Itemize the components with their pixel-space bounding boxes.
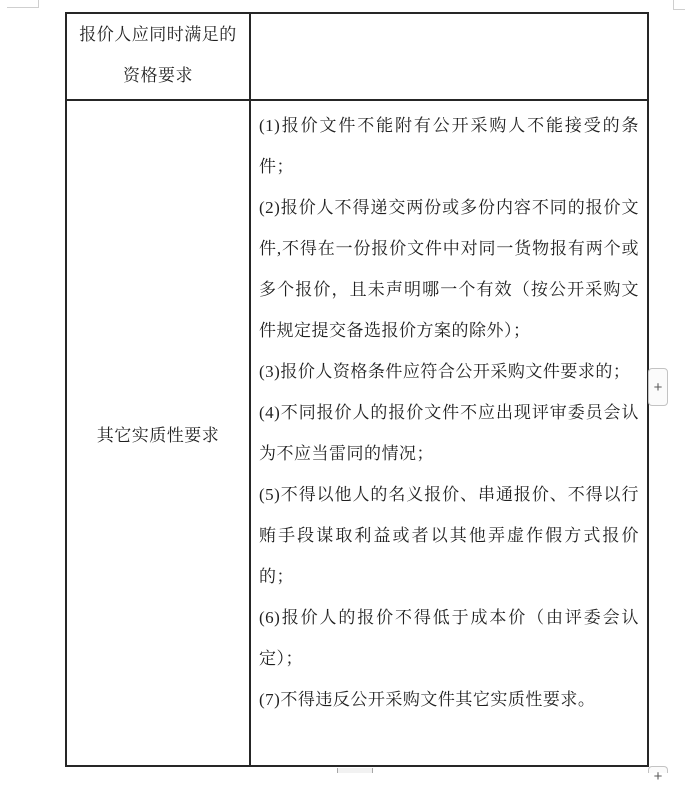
qualification-label-line-1: 报价人应同时满足的 — [79, 25, 237, 44]
next-row-cell-sliver — [337, 768, 373, 773]
requirements-table — [65, 12, 649, 767]
add-table-row-button[interactable] — [648, 368, 668, 406]
cell-qualification-label — [67, 14, 251, 101]
requirement-paragraph: (1)报价文件不能附有公开采购人不能接受的条件； — [259, 116, 639, 176]
cutoff-gridline-top-right-v — [673, 0, 674, 9]
qualification-label-line-2: 资格要求 — [123, 66, 193, 85]
requirement-paragraph: (5)不得以他人的名义报价、串通报价、不得以行贿手段谋取利益或者以其他弄虚作假方式报价的； — [259, 485, 639, 586]
cell-other-requirements-label — [67, 101, 251, 765]
requirement-paragraph: (7)不得违反公开采购文件其它实质性要求。 — [259, 690, 596, 709]
requirement-paragraph: (4)不同报价人的报价文件不应出现评审委员会认为不应当雷同的情况； — [259, 403, 639, 463]
cutoff-gridline-top-right — [673, 9, 685, 10]
cutoff-gridline-top-left — [7, 7, 38, 8]
cell-qualification-content — [251, 14, 647, 101]
cell-other-requirements-content — [251, 101, 647, 765]
plus-icon-partial: + — [653, 768, 663, 785]
requirement-paragraph: (2)报价人不得递交两份或多份内容不同的报价文件,不得在一份报价文件中对同一货物报有两个或多个报价，且未声明哪一个有效（按公开采购文件规定提交备选报价方案的除外）； — [259, 198, 639, 340]
other-requirements-label: 其它实质性要求 — [96, 425, 220, 445]
plus-icon: + — [653, 378, 663, 396]
requirement-paragraph: (3)报价人资格条件应符合公开采购文件要求的； — [259, 362, 631, 381]
add-table-row-button-partial[interactable] — [648, 766, 668, 785]
requirement-paragraph: (6)报价人的报价不得低于成本价（由评委会认定）； — [259, 608, 639, 668]
cutoff-gridline-top-left-v — [38, 0, 39, 8]
requirements-list — [259, 105, 639, 720]
